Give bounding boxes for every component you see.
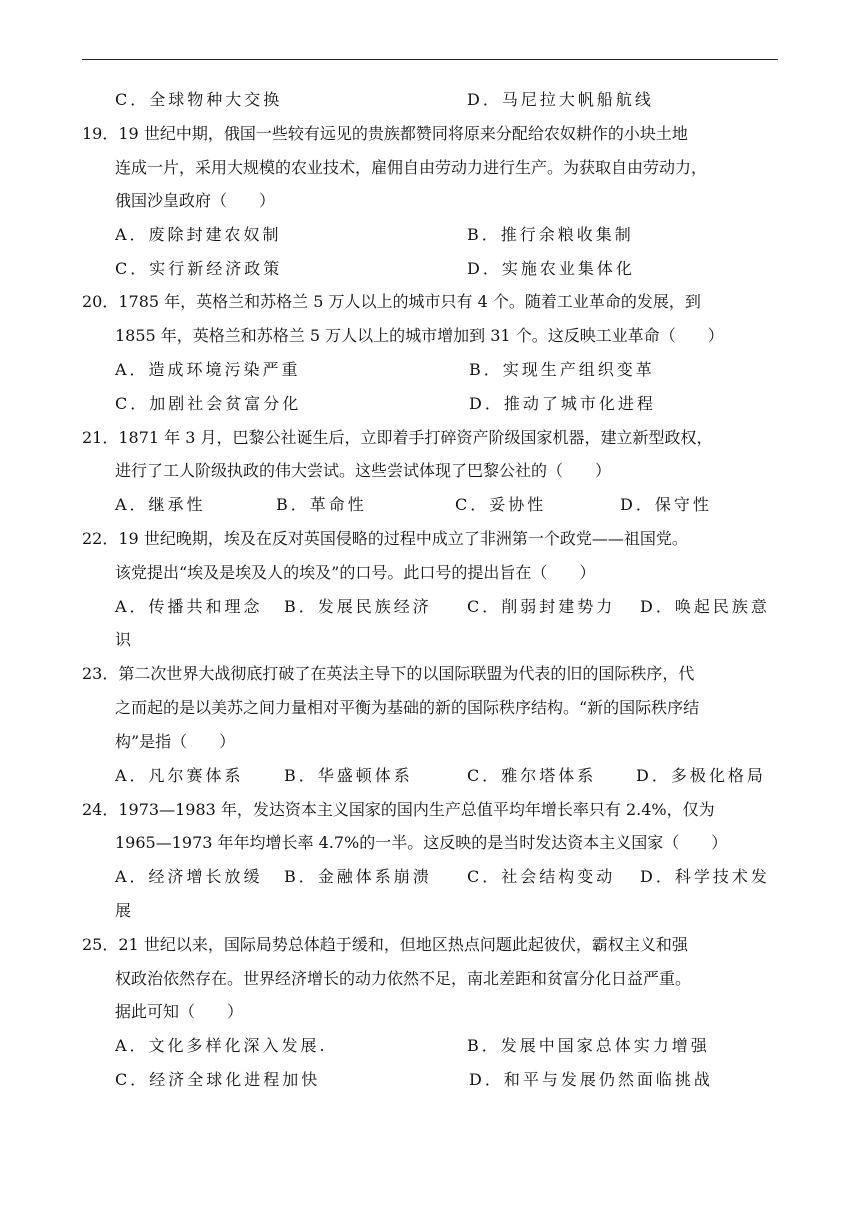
question-number: 20．	[82, 292, 119, 311]
question-text-line: 之而起的是以美苏之间力量相对平衡为基础的新的国际秩序结构。“新的国际秩序结	[115, 698, 700, 717]
question-text-line: 俄国沙皇政府（ ）	[115, 191, 276, 210]
option-a: A．废除封建农奴制	[115, 225, 282, 244]
option-d: D．唤起民族意	[640, 597, 770, 616]
option-b: B．推行余粮收集制	[467, 225, 634, 244]
question-text-line: 1855 年，英格兰和苏格兰 5 万人以上的城市增加到 31 个。这反映工业革命（ ）	[115, 326, 724, 345]
option-a: A．文化多样化深入发展.	[115, 1036, 328, 1055]
question-number: 25．	[82, 935, 119, 954]
option-d: D．多极化格局	[636, 766, 766, 785]
option-a: A．造成环境污染严重	[115, 360, 301, 379]
question-text-line: 权政治依然存在。世界经济增长的动力依然不足，南北差距和贫富分化日益严重。	[115, 969, 692, 988]
option-b: B．发展中国家总体实力增强	[467, 1036, 710, 1055]
option-a: A．传播共和理念	[115, 597, 263, 616]
question-25	[82, 935, 688, 955]
question-text-line: 19 世纪晚期，埃及在反对英国侵略的过程中成立了非洲第一个政党——祖国党。	[118, 529, 688, 548]
option-c: C．妥协性	[455, 495, 547, 514]
option-d: D．实施农业集体化	[467, 259, 635, 278]
question-text-line: 19 世纪中期，俄国一些较有远见的贵族都赞同将原来分配给农奴耕作的小块土地	[118, 124, 688, 143]
option-c: C．削弱封建势力	[467, 597, 616, 616]
question-text-line: 1973—1983 年，发达资本主义国家的国内生产总值平均年增长率只有 2.4%，仅为	[118, 800, 715, 819]
option-c: C．雅尔塔体系	[467, 766, 597, 785]
option-b: B．金融体系崩溃	[284, 867, 432, 886]
option-d: D．和平与发展仍然面临挑战	[469, 1070, 713, 1089]
question-20	[82, 292, 701, 312]
question-text-line: 21 世纪以来，国际局势总体趋于缓和，但地区热点问题此起彼伏，霸权主义和强	[118, 935, 688, 954]
option-b: B．革命性	[276, 495, 367, 514]
option-c: C．经济全球化进程加快	[115, 1070, 321, 1089]
question-19	[82, 124, 688, 144]
question-23	[82, 664, 694, 684]
option-d-wrap: 识	[115, 630, 132, 649]
question-number: 23．	[82, 664, 119, 683]
question-number: 22．	[82, 529, 119, 548]
question-21	[82, 428, 713, 448]
option-d-wrap: 展	[115, 901, 132, 920]
option-c: C．实行新经济政策	[115, 259, 283, 278]
question-text-line: 据此可知（ ）	[115, 1002, 244, 1021]
question-text-line: 1785 年，英格兰和苏格兰 5 万人以上的城市只有 4 个。随着工业革命的发展，到	[118, 292, 701, 311]
option-a: A．凡尔赛体系	[115, 766, 244, 785]
question-number: 21．	[82, 428, 119, 447]
option-b: B．华盛顿体系	[284, 766, 413, 785]
option-b: B．实现生产组织变革	[469, 360, 655, 379]
option-d: D．科学技术发	[640, 867, 770, 886]
prev-option-c: C．全球物种大交换	[115, 90, 283, 109]
question-22	[82, 529, 688, 549]
option-c: C．加剧社会贫富分化	[115, 394, 302, 413]
question-text-line: 该党提出“埃及是埃及人的埃及”的口号。此口号的提出旨在（ ）	[115, 563, 596, 582]
option-a: A．继承性	[115, 495, 206, 514]
option-d: D．保守性	[620, 495, 712, 514]
header-rule	[82, 59, 778, 60]
option-d: D．推动了城市化进程	[469, 394, 656, 413]
question-text-line: 连成一片，采用大规模的农业技术，雇佣自由劳动力进行生产。为获取自由劳动力，	[115, 158, 708, 177]
option-b: B．发展民族经济	[284, 597, 432, 616]
question-text-line: 构”是指（ ）	[115, 732, 236, 751]
question-text-line: 进行了工人阶级执政的伟大尝试。这些尝试体现了巴黎公社的（ ）	[115, 461, 612, 480]
question-text-line: 1871 年 3 月，巴黎公社诞生后，立即着手打碎资产阶级国家机器，建立新型政权，	[118, 428, 713, 447]
option-a: A．经济增长放缓	[115, 867, 263, 886]
question-number: 19．	[82, 124, 119, 143]
question-number: 24．	[82, 800, 119, 819]
question-24	[82, 800, 715, 820]
question-text-line: 1965—1973 年年均增长率 4.7%的一半。这反映的是当时发达资本主义国家（ ）	[115, 833, 728, 852]
prev-option-d: D．马尼拉大帆船航线	[467, 90, 654, 109]
option-c: C．社会结构变动	[467, 867, 616, 886]
question-text-line: 第二次世界大战彻底打破了在英法主导下的以国际联盟为代表的旧的国际秩序，代	[118, 664, 695, 683]
